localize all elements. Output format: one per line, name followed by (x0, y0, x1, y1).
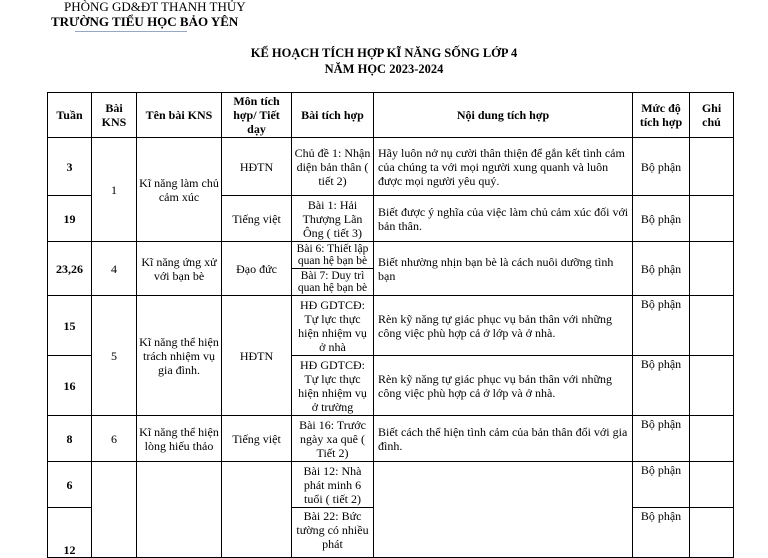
integration-plan-table (47, 92, 734, 558)
level-cell: Bộ phận (633, 296, 690, 356)
col-header-lesson-name: Tên bài KNS (137, 93, 222, 138)
subject-cell: Tiếng việt (222, 416, 292, 462)
level-cell: Bộ phận (633, 138, 690, 196)
lesson-no-cell (92, 462, 137, 558)
col-header-lesson-no: Bài KNS (92, 93, 137, 138)
content-cell: Rèn kỹ năng tự giác phục vụ bản thân với những công việc phù hợp cả ở lớp và ở nhà. (374, 296, 633, 356)
table-row (48, 138, 734, 196)
col-header-subject: Môn tích hợp/ Tiết dạy (222, 93, 292, 138)
table-header-row (48, 93, 734, 138)
week-cell: 12 (48, 508, 92, 558)
notes-cell (690, 242, 734, 296)
lesson-name-cell: Kĩ năng thể hiện trách nhiệm vụ gia đình. (137, 296, 222, 416)
notes-cell (690, 196, 734, 242)
integrated-lesson-cell: Bài 7: Duy trì quan hệ bạn bè (292, 269, 374, 296)
subject-cell (222, 462, 292, 558)
integrated-lesson-cell: Bài 1: Hải Thượng Lãn Ông ( tiết 3) (292, 196, 374, 242)
col-header-integrated-lesson: Bài tích hợp (292, 93, 374, 138)
subject-cell: Đạo đức (222, 242, 292, 296)
table-row (48, 296, 734, 356)
table-row (48, 416, 734, 462)
lesson-no-cell: 5 (92, 296, 137, 416)
notes-cell (690, 296, 734, 356)
notes-cell (690, 138, 734, 196)
integrated-lesson-cell: Bài 16: Trước ngày xa quê ( Tiết 2) (292, 416, 374, 462)
week-cell: 3 (48, 138, 92, 196)
integrated-lesson-cell: HĐ GDTCĐ: Tự lực thực hiện nhiệm vụ ở trường (292, 356, 374, 416)
lesson-no-cell: 4 (92, 242, 137, 296)
week-cell: 16 (48, 356, 92, 416)
lesson-name-cell: Kĩ năng thể hiện lòng hiếu thảo (137, 416, 222, 462)
integrated-lesson-cell: Chủ đề 1: Nhận diện bản thân ( tiết 2) (292, 138, 374, 196)
content-cell: Hãy luôn nở nụ cười thân thiện để gắn kết tình cảm của chúng ta với mọi người xung quanh và luôn được mọi người yêu quý. (374, 138, 633, 196)
document-title: KẾ HOẠCH TÍCH HỢP KĨ NĂNG SỐNG LỚP 4 (250, 46, 518, 60)
week-cell: 6 (48, 462, 92, 508)
header-underline (75, 31, 187, 32)
integrated-lesson-cell: HĐ GDTCĐ: Tự lực thực hiện nhiệm vụ ở nhà (292, 296, 374, 356)
level-cell: Bộ phận (633, 356, 690, 416)
lesson-name-cell: Kĩ năng làm chủ cảm xúc (137, 138, 222, 242)
integrated-lesson-cell: Bài 22: Bức tường có nhiều phát (292, 508, 374, 558)
lesson-name-cell: Kĩ năng ứng xử với bạn bè (137, 242, 222, 296)
week-cell: 19 (48, 196, 92, 242)
integrated-lesson-cell: Bài 12: Nhà phát minh 6 tuổi ( tiết 2) (292, 462, 374, 508)
lesson-no-cell: 1 (92, 138, 137, 242)
school-year: NĂM HỌC 2023-2024 (324, 62, 444, 76)
level-cell: Bộ phận (633, 462, 690, 508)
week-cell: 15 (48, 296, 92, 356)
col-header-week: Tuần (48, 93, 92, 138)
level-cell: Bộ phận (633, 508, 690, 558)
content-cell: Rèn kỹ năng tự giác phục vụ bản thân với những công việc phù hợp cả ở lớp và ở nhà. (374, 356, 633, 416)
subject-cell: Tiếng việt (222, 196, 292, 242)
col-header-content: Nội dung tích hợp (374, 93, 633, 138)
subject-cell: HĐTN (222, 138, 292, 196)
table-row (48, 462, 734, 508)
col-header-level: Mức độ tích hợp (633, 93, 690, 138)
content-cell (374, 462, 633, 558)
notes-cell (690, 416, 734, 462)
department-name: PHÒNG GD&ĐT THANH THỦY (64, 0, 246, 14)
table-row (48, 242, 734, 269)
notes-cell (690, 462, 734, 508)
subject-cell: HĐTN (222, 296, 292, 416)
school-name: TRƯỜNG TIỂU HỌC BẢO YÊN (51, 14, 239, 29)
level-cell: Bộ phận (633, 242, 690, 296)
level-cell: Bộ phận (633, 416, 690, 462)
week-cell: 23,26 (48, 242, 92, 296)
integrated-lesson-cell: Bài 6: Thiết lập quan hệ bạn bè (292, 242, 374, 269)
level-cell: Bộ phận (633, 196, 690, 242)
lesson-no-cell: 6 (92, 416, 137, 462)
col-header-notes: Ghi chú (690, 93, 734, 138)
content-cell: Biết được ý nghĩa của việc làm chủ cảm xúc đối với bản thân. (374, 196, 633, 242)
notes-cell (690, 508, 734, 558)
content-cell: Biết nhường nhịn bạn bè là cách nuôi dưỡng tình bạn (374, 242, 633, 296)
content-cell: Biết cách thể hiện tình cảm của bản thân đối với gia đình. (374, 416, 633, 462)
lesson-name-cell (137, 462, 222, 558)
week-cell: 8 (48, 416, 92, 462)
notes-cell (690, 356, 734, 416)
